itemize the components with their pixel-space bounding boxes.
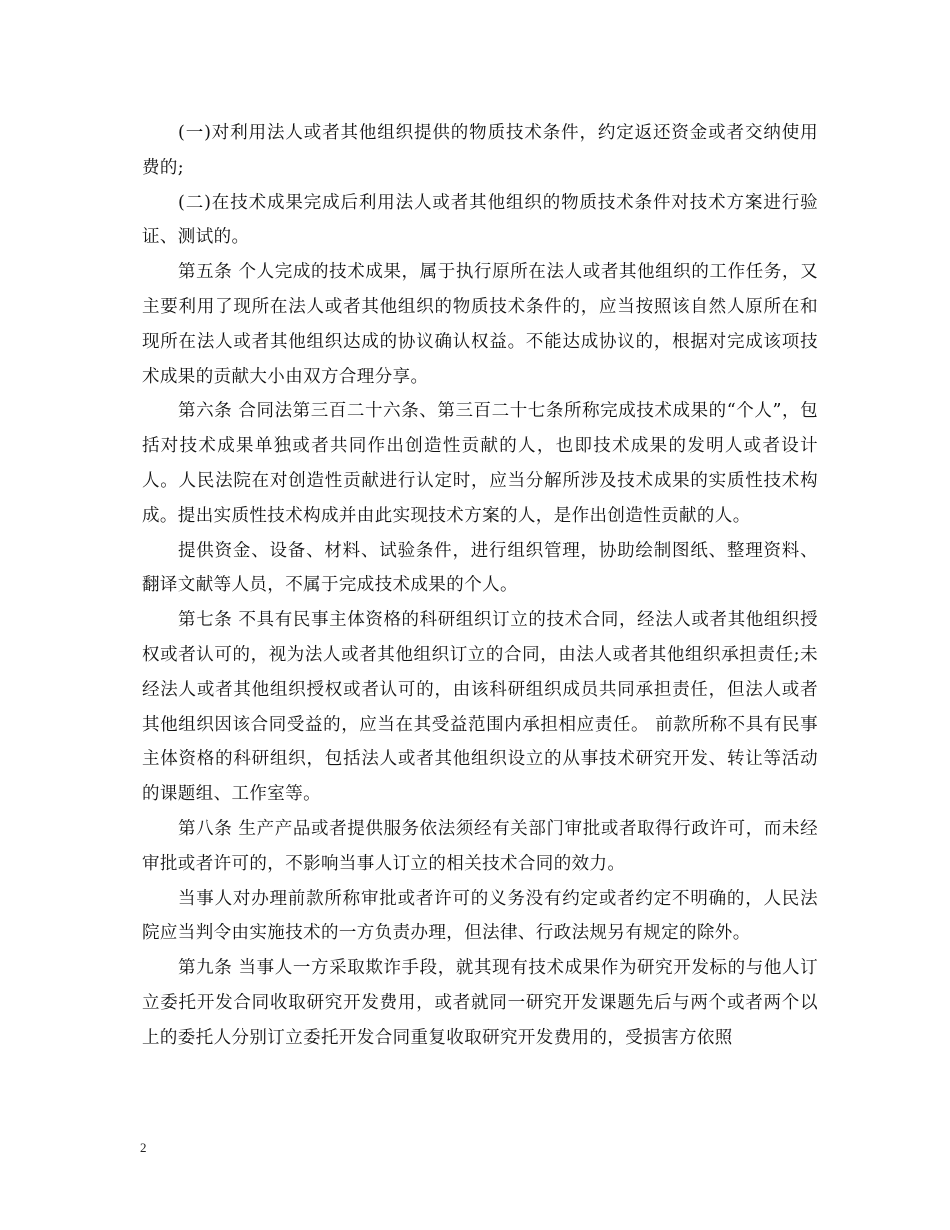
paragraph-article-8: 第八条 生产产品或者提供服务依法须经有关部门审批或者取得行政许可，而未经审批或者许可的，不影响当事人订立的相关技术合同的效力。 (142, 818, 818, 874)
page-number: 2 (140, 1140, 147, 1155)
paragraph-article-9: 第九条 当事人一方采取欺诈手段，就其现有技术成果作为研究开发标的与他人订立委托开发合同收取研究开发费用，或者就同一研究开发课题先后与两个或者两个以上的委托人分别订立委托开发合同重复收取研究开发费用的，受损害方依照 (142, 958, 818, 1048)
paragraph-1: (一)对利用法人或者其他组织提供的物质技术条件，约定返还资金或者交纳使用费的; (142, 123, 818, 178)
paragraph-2: (二)在技术成果完成后利用法人或者其他组织的物质技术条件对技术方案进行验证、测试的。 (142, 192, 818, 248)
paragraph-article-8-supplement: 当事人对办理前款所称审批或者许可的义务没有约定或者约定不明确的，人民法院应当判令由实施技术的一方负责办理，但法律、行政法规另有规定的除外。 (142, 888, 818, 944)
paragraph-article-6-supplement: 提供资金、设备、材料、试验条件，进行组织管理，协助绘制图纸、整理资料、翻译文献等人员，不属于完成技术成果的个人。 (142, 540, 818, 596)
paragraph-article-7: 第七条 不具有民事主体资格的科研组织订立的技术合同，经法人或者其他组织授权或者认可的，视为法人或者其他组织订立的合同，由法人或者其他组织承担责任;未经法人或者其他组织授权或者认可的，由该科研组织成员共同承担责任，但法人或者其他组织因该合同受益的，应当在其受益范围内承担相应责任。 前款所称不具有民事主体资格的科研组织，包括法人或者其他组织设立的从事技术研究开发、转让等活动的课题组、工作室等。 (142, 610, 818, 805)
paragraph-article-5: 第五条 个人完成的技术成果，属于执行原所在法人或者其他组织的工作任务，又主要利用了现所在法人或者其他组织的物质技术条件的，应当按照该自然人原所在和现所在法人或者其他组织达成的协议确认权益。不能达成协议的，根据对完成该项技术成果的贡献大小由双方合理分享。 (142, 262, 818, 387)
paragraph-article-6: 第六条 合同法第三百二十六条、第三百二十七条所称完成技术成果的“个人”，包括对技术成果单独或者共同作出创造性贡献的人，也即技术成果的发明人或者设计人。人民法院在对创造性贡献进行认定时，应当分解所涉及技术成果的实质性技术构成。提出实质性技术构成并由此实现技术方案的人，是作出创造性贡献的人。 (142, 401, 818, 526)
document-body (142, 116, 818, 1056)
